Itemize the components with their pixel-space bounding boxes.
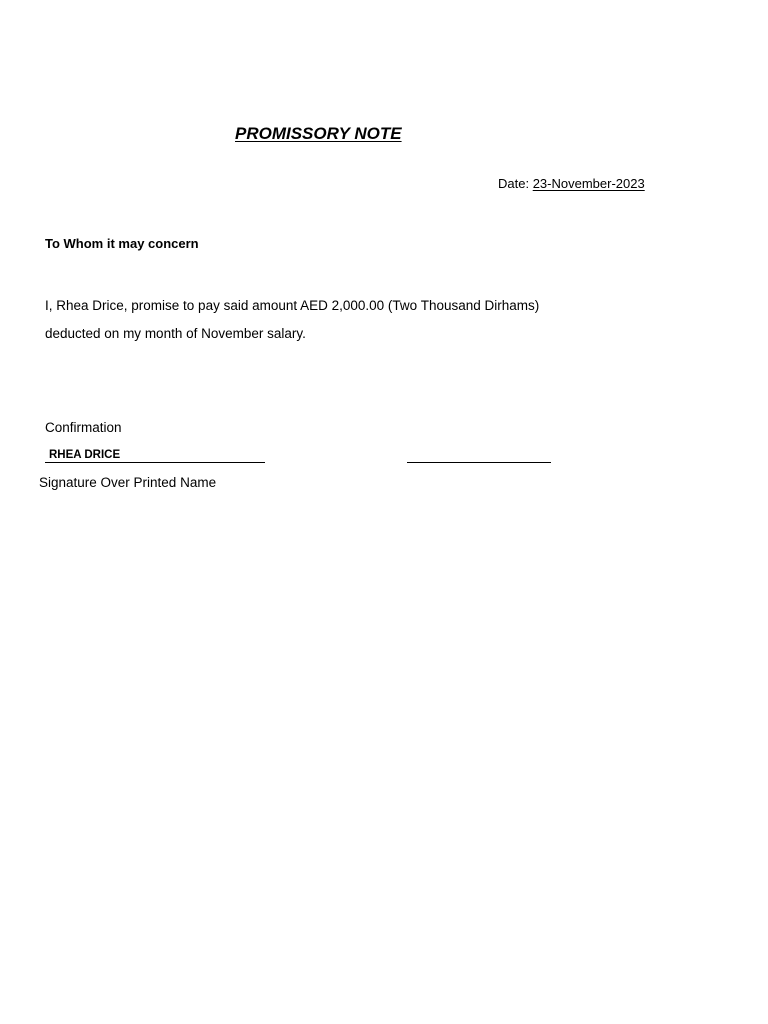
salutation: To Whom it may concern <box>45 236 199 251</box>
body-line: deducted on my month of November salary. <box>45 326 306 341</box>
signature-line-name <box>45 462 265 463</box>
date-label: Date: <box>498 176 530 191</box>
printed-name: RHEA DRICE <box>49 449 121 461</box>
signature-caption: Signature Over Printed Name <box>39 475 217 490</box>
date-value: 23-November-2023 <box>532 176 645 191</box>
confirmation-label: Confirmation <box>45 420 122 435</box>
date-line <box>498 176 645 191</box>
signature-line-blank <box>407 462 551 463</box>
body-line: I, Rhea Drice, promise to pay said amount AED 2,000.00 (Two Thousand Dirhams) <box>45 298 540 313</box>
document-title: PROMISSORY NOTE <box>235 124 402 143</box>
